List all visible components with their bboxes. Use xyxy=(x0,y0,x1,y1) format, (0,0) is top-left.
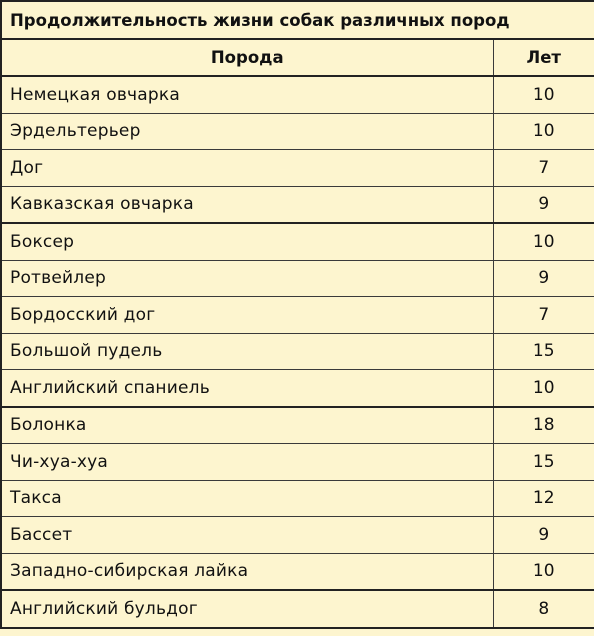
breed-cell: Боксер xyxy=(1,223,493,260)
table-row xyxy=(1,590,594,628)
breed-cell: Английский спаниель xyxy=(1,370,493,407)
table-row xyxy=(1,186,594,223)
table-row xyxy=(1,444,594,481)
breed-cell: Эрдельтерьер xyxy=(1,113,493,150)
table-row xyxy=(1,517,594,554)
table-title: Продолжительность жизни собак различных пород xyxy=(1,1,594,39)
breed-cell: Западно-сибирская лайка xyxy=(1,553,493,590)
table-row xyxy=(1,333,594,370)
breed-cell: Ротвейлер xyxy=(1,260,493,297)
breed-cell: Большой пудель xyxy=(1,333,493,370)
table-row xyxy=(1,480,594,517)
table-row xyxy=(1,370,594,407)
breed-cell: Болонка xyxy=(1,407,493,444)
table-row xyxy=(1,113,594,150)
breed-cell: Такса xyxy=(1,480,493,517)
years-cell: 15 xyxy=(493,444,594,481)
breed-cell: Бассет xyxy=(1,517,493,554)
years-cell: 7 xyxy=(493,297,594,334)
years-cell: 10 xyxy=(493,113,594,150)
table-row xyxy=(1,297,594,334)
breed-cell: Английский бульдог xyxy=(1,590,493,628)
years-cell: 15 xyxy=(493,333,594,370)
table-row xyxy=(1,407,594,444)
column-header-breed: Порода xyxy=(1,39,493,76)
column-header-row xyxy=(1,39,594,76)
breed-cell: Чи-хуа-хуа xyxy=(1,444,493,481)
table-row xyxy=(1,150,594,187)
years-cell: 10 xyxy=(493,76,594,113)
breed-cell: Кавказская овчарка xyxy=(1,186,493,223)
table-title-row xyxy=(1,1,594,39)
column-header-years: Лет xyxy=(493,39,594,76)
table-row xyxy=(1,223,594,260)
years-cell: 10 xyxy=(493,553,594,590)
years-cell: 9 xyxy=(493,260,594,297)
table-row xyxy=(1,76,594,113)
breed-cell: Немецкая овчарка xyxy=(1,76,493,113)
breed-cell: Дог xyxy=(1,150,493,187)
years-cell: 7 xyxy=(493,150,594,187)
years-cell: 10 xyxy=(493,370,594,407)
years-cell: 9 xyxy=(493,186,594,223)
years-cell: 9 xyxy=(493,517,594,554)
breed-cell: Бордосский дог xyxy=(1,297,493,334)
years-cell: 10 xyxy=(493,223,594,260)
table-row xyxy=(1,260,594,297)
years-cell: 8 xyxy=(493,590,594,628)
years-cell: 18 xyxy=(493,407,594,444)
table-row xyxy=(1,553,594,590)
years-cell: 12 xyxy=(493,480,594,517)
